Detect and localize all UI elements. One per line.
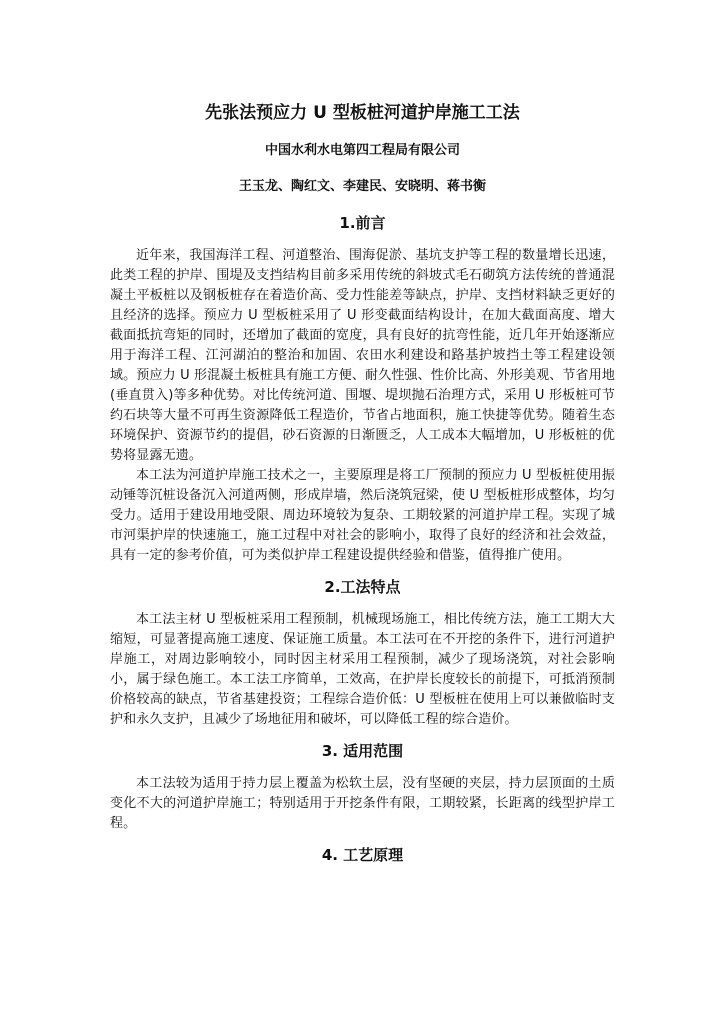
section-heading-features: 2.工法特点	[324, 578, 401, 596]
paragraph-features-1: 本工法主材 U 型板桩采用工程预制，机械现场施工，相比传统方法，施工工期大大缩短，可显著提高施工速度、保证施工质量。本工法可在不开挖的条件下，进行河道护岸施工，对周边影响较小，同时因主材采用工程预制，减少了现场浇筑，对社会影响小，属于绿色施工。本工法工序简单，工效高，在护岸长度较长的前提下，可抵消预制价格较高的缺点，节省基建投资；工程综合造价低：U 型板桩在使用上可以兼做临时支护和永久支护，且减少了场地征用和破坏，可以降低工程的综合造价。	[110, 612, 615, 727]
section-heading-preface: 1.前言	[339, 214, 386, 232]
paragraph-preface-2: 本工法为河道护岸施工技术之一，主要原理是将工厂预制的预应力 U 型板桩使用振动锤等沉桩设备沉入河道两侧，形成岸墙，然后浇筑冠梁，使 U 型板桩形成整体，均匀受力。适用于建设用地受限、周边环境较为复杂、工期较紧的河道护岸工程。实现了城市河渠护岸的快速施工，施工过程中对社会的影响小，取得了良好的经济和社会效益，具有一定的参考价值，可为类似护岸工程建设提供经验和借鉴，值得推广使用。	[110, 468, 615, 563]
organization-name: 中国水利水电第四工程局有限公司	[264, 143, 460, 158]
section-heading-principle: 4. 工艺原理	[321, 846, 404, 864]
paragraph-preface-1: 近年来，我国海洋工程、河道整治、围海促淤、基坑支护等工程的数量增长迅速，此类工程的护岸、围堤及支挡结构目前多采用传统的斜坡式毛石砌筑方法传统的普通混凝土平板桩以及钢板桩存在着造价高、受力性能差等缺点，护岸、支挡材料缺乏更好的且经济的选择。预应力 U 型板桩采用了 U 形变截面结构设计，在加大截面高度、增大截面抵抗弯矩的同时，还增加了截面的宽度，具有良好的抗弯性能，近几年开始逐渐应用于海洋工程、江河湖泊的整治和加固、农田水利建设和路基护坡挡土等工程建设领域。预应力 U 形混凝土板桩具有施工方便、耐久性强、性价比高、外形美观、节省用地(垂直贯入)等多种优势。对比传统河道、围堰、堤坝抛石治理方式，采用 U 形板桩可节约石块等大量不可再生资源降低工程造价，节省占地面积，施工快捷等优势。随着生态环境保护、资源节约的提倡，砂石资源的日渐匮乏，人工成本大幅增加，U 形板桩的优势将显露无遗。	[110, 248, 615, 463]
paragraph-scope-1: 本工法较为适用于持力层上覆盖为松软土层，没有坚硬的夹层，持力层顶面的土质变化不大的河道护岸施工；特别适用于开挖条件有限，工期较紧，长距离的线型护岸工程。	[110, 776, 615, 831]
document-body	[110, 100, 615, 868]
section-heading-scope: 3. 适用范围	[321, 742, 404, 760]
author-list: 王玉龙、陶红文、李建民、安晓明、蒋书衡	[238, 179, 486, 194]
document-title: 先张法预应力 U 型板桩河道护岸施工工法	[205, 103, 520, 123]
